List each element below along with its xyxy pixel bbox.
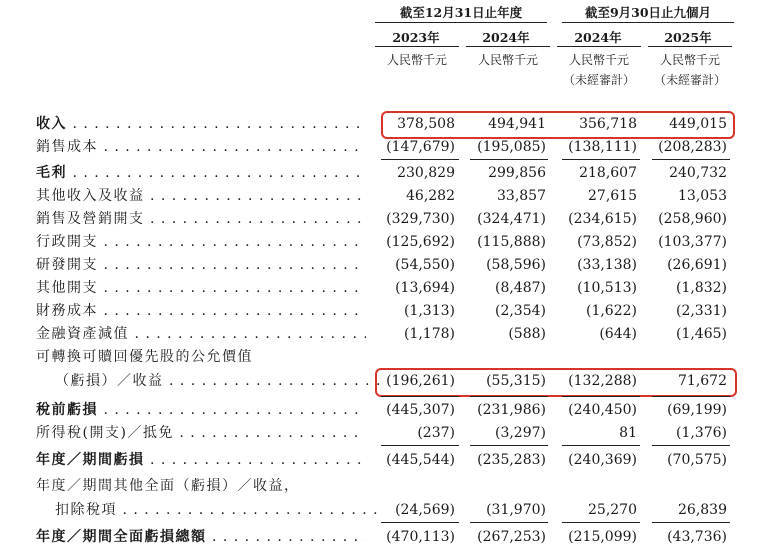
row-value: (234,615) (568, 211, 637, 227)
subtotal-rule (381, 159, 459, 160)
table-row (0, 208, 767, 230)
row-label: 年度／期間虧損 . . . (36, 449, 366, 471)
currency-unit-2: 人民幣千元 (568, 53, 629, 67)
currency-unit-0: 人民幣千元 (386, 53, 447, 67)
row-label: 收入 . . . (36, 113, 366, 135)
subtotal-rule (381, 522, 459, 523)
row-value: (445,544) (386, 452, 455, 468)
row-value: (267,253) (477, 529, 546, 545)
year-2024-annual: 2024年 (482, 30, 530, 45)
row-label: 其他開支 . . . (36, 277, 366, 299)
row-value: (240,369) (568, 452, 637, 468)
row-value: (445,307) (386, 402, 455, 418)
subtotal-rule (652, 445, 730, 446)
row-value: (2,331) (675, 303, 727, 319)
subtotal-rule (470, 522, 548, 523)
row-label: 扣除稅項 . . . (55, 499, 385, 521)
row-value: (1,465) (675, 326, 727, 342)
row-value: (70,575) (667, 452, 727, 468)
row-value: (215,099) (568, 529, 637, 545)
header-rule-left (375, 22, 547, 23)
row-value: 230,829 (397, 165, 455, 181)
row-value: 494,941 (488, 116, 546, 132)
table-row (0, 526, 767, 548)
currency-unit-3: 人民幣千元 (659, 53, 720, 67)
year-2025-nine-months: 2025年 (664, 30, 712, 45)
row-value: (132,288) (568, 373, 637, 389)
row-value: (58,596) (486, 257, 546, 273)
row-value: (10,513) (577, 280, 637, 296)
row-value: (55,315) (486, 373, 546, 389)
header-rule-right (562, 22, 734, 23)
header-group-nine-months: 截至9月30日止九個月 (584, 5, 712, 20)
table-row (0, 323, 767, 345)
row-value: (235,283) (477, 452, 546, 468)
row-value: 26,839 (678, 502, 727, 518)
year-2023: 2023年 (392, 30, 440, 45)
row-value: (644) (599, 326, 637, 342)
subtotal-rule (652, 396, 730, 397)
row-value: (208,283) (658, 139, 727, 155)
row-value: 71,672 (678, 373, 727, 389)
row-label: 研發開支 . . . (36, 254, 366, 276)
table-row (0, 475, 767, 497)
row-value: (1,622) (585, 303, 637, 319)
row-value: (69,199) (667, 402, 727, 418)
row-value: (329,730) (386, 211, 455, 227)
currency-unit-1: 人民幣千元 (477, 53, 538, 67)
row-value: (8,487) (494, 280, 546, 296)
row-value: 46,282 (406, 188, 455, 204)
row-value: (237) (417, 425, 455, 441)
row-value: (324,471) (477, 211, 546, 227)
table-row (0, 399, 767, 421)
table-row (0, 254, 767, 276)
row-label: 毛利 . . . (36, 162, 366, 184)
table-row (0, 300, 767, 322)
subtotal-rule (562, 522, 640, 523)
subtotal-rule (470, 445, 548, 446)
subtotal-rule (652, 522, 730, 523)
row-value: (33,138) (577, 257, 637, 273)
table-row (0, 499, 767, 521)
unaudited-note-2: （未經審計） (562, 73, 635, 87)
row-value: (26,691) (667, 257, 727, 273)
row-value: (3,297) (494, 425, 546, 441)
row-value: 33,857 (497, 188, 546, 204)
row-value: 449,015 (669, 116, 727, 132)
year-rule-0 (375, 46, 459, 47)
row-label: 銷售及營銷開支 . . . (36, 208, 366, 230)
row-value: 356,718 (579, 116, 637, 132)
table-row (0, 185, 767, 207)
row-value: 299,856 (488, 165, 546, 181)
row-value: (1,376) (675, 425, 727, 441)
row-value: (470,113) (386, 529, 455, 545)
header-group-fiscal-year: 截至12月31日止年度 (399, 5, 523, 20)
row-label: 年度／期間其他全面（虧損）／收益， (36, 478, 300, 494)
row-label: 財務成本 . . . (36, 300, 366, 322)
row-value: 13,053 (678, 188, 727, 204)
row-value: (147,679) (386, 139, 455, 155)
row-value: (196,261) (386, 373, 455, 389)
row-value: (588) (508, 326, 546, 342)
year-rule-2 (557, 46, 641, 47)
row-label: （虧損）／收益 . . . (55, 370, 385, 392)
table-row (0, 370, 767, 392)
row-value: (31,970) (486, 502, 546, 518)
row-label: 可轉換可贖回優先股的公允價值 (36, 349, 253, 365)
table-row (0, 113, 767, 135)
subtotal-rule (562, 396, 640, 397)
subtotal-rule (381, 445, 459, 446)
row-label: 銷售成本 . . . (36, 136, 366, 158)
subtotal-rule (652, 159, 730, 160)
subtotal-rule (381, 396, 459, 397)
row-value: (125,692) (386, 234, 455, 250)
row-label: 金融資產減值 . . . (36, 323, 366, 345)
row-value: (115,888) (477, 234, 546, 250)
row-value: 218,607 (579, 165, 637, 181)
year-2024-nine-months: 2024年 (574, 30, 622, 45)
row-label: 行政開支 . . . (36, 231, 366, 253)
row-value: (43,736) (667, 529, 727, 545)
row-value: (54,550) (395, 257, 455, 273)
subtotal-rule (562, 445, 640, 446)
row-value: 25,270 (588, 502, 637, 518)
row-value: (258,960) (658, 211, 727, 227)
row-value: (138,111) (568, 139, 637, 155)
row-label: 其他收入及收益 . . . (36, 185, 366, 207)
subtotal-rule (470, 159, 548, 160)
row-value: (231,986) (477, 402, 546, 418)
row-label: 所得稅(開支)／抵免 . . . (36, 422, 366, 444)
table-row (0, 422, 767, 444)
row-value: (1,832) (675, 280, 727, 296)
row-label: 稅前虧損 . . . (36, 399, 366, 421)
row-value: (2,354) (494, 303, 546, 319)
year-rule-3 (648, 46, 732, 47)
table-row (0, 346, 767, 368)
row-value: 240,732 (669, 165, 727, 181)
table-row (0, 136, 767, 158)
table-row (0, 449, 767, 471)
row-label: 年度／期間全面虧損總額 . . . (36, 526, 366, 548)
table-row (0, 162, 767, 184)
row-value: (240,450) (568, 402, 637, 418)
row-value: (103,377) (658, 234, 727, 250)
row-value: (1,178) (403, 326, 455, 342)
row-value: (1,313) (403, 303, 455, 319)
row-value: (195,085) (477, 139, 546, 155)
row-value: 27,615 (588, 188, 637, 204)
table-row (0, 277, 767, 299)
unaudited-note-3: （未經審計） (653, 73, 726, 87)
row-value: (13,694) (395, 280, 455, 296)
subtotal-rule (562, 159, 640, 160)
row-value: 378,508 (397, 116, 455, 132)
subtotal-rule (470, 396, 548, 397)
year-rule-1 (466, 46, 550, 47)
row-value: (73,852) (577, 234, 637, 250)
row-value: 81 (619, 425, 637, 441)
row-value: (24,569) (395, 502, 455, 518)
table-row (0, 231, 767, 253)
